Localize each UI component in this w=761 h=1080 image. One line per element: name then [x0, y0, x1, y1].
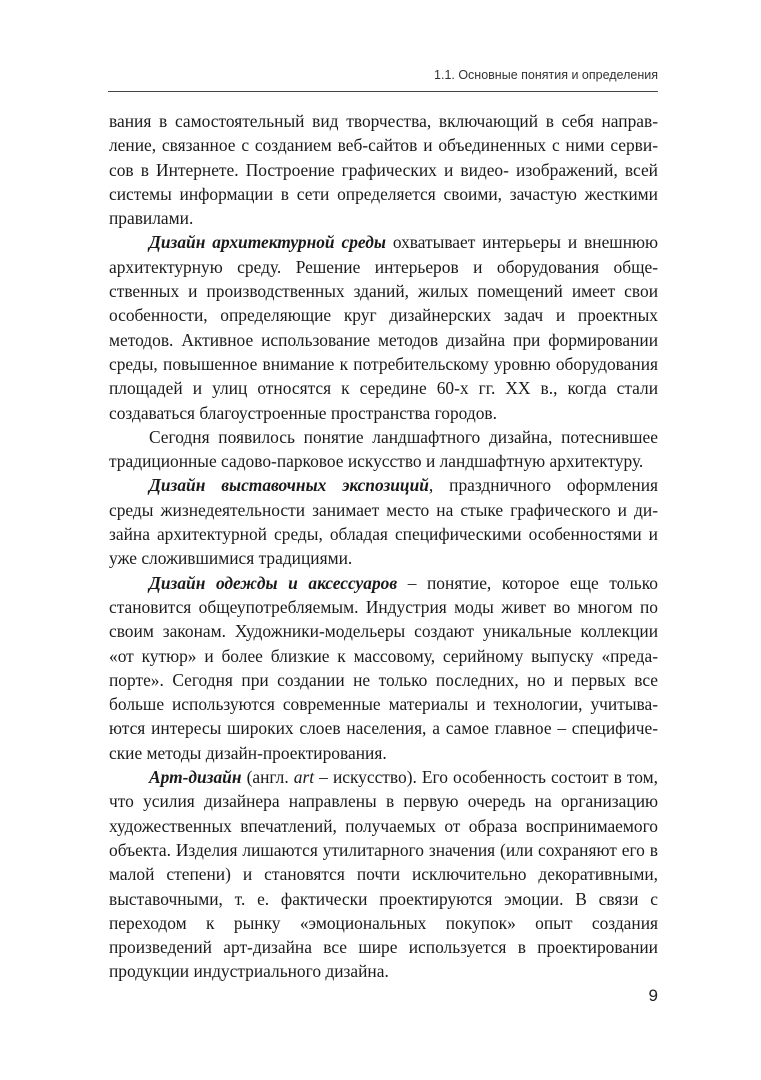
- paragraph-art-text: – искусство). Его особенность состоит в том, что усилия дизайнера направлены в первую очередь на организацию художественных впечатлений, получаемых от образа воспринимаемого объекта. Изделия лишаются утилитарного значения (или сохраняют его в малой степени) и становятся почти исключительно декоративными, выставочными, т. е. фактически проектируются эмоции. В связи с переходом к рынку «эмоциональных покупок» опыт создания произведений арт-дизайна все шире используется в проектировании продукции индустриального дизайна.: [109, 767, 658, 982]
- term-art-design: Арт-дизайн: [149, 767, 242, 788]
- term-exhibition-design: Дизайн выставочных экспозиций: [149, 475, 429, 496]
- header-rule: [108, 91, 658, 92]
- paragraph-exhibition-design: [109, 473, 658, 570]
- running-head: 1.1. Основные понятия и определения: [434, 68, 658, 82]
- term-architecture-design: Дизайн архитектурной среды: [149, 232, 386, 253]
- paragraph-art-pre: (англ.: [241, 767, 294, 788]
- body-text: [109, 109, 658, 984]
- italic-art-word: art: [293, 767, 315, 788]
- term-fashion-design: Дизайн одежды и аксессуаров: [149, 572, 398, 593]
- paragraph-landscape-design: Сегодня появилось понятие ландшафтного дизайна, потеснившее традиционные садово-парковое искусство и ландшафтную архитектуру.: [109, 426, 658, 472]
- paragraph-exhibition-text: , праздничного оформления среды жизнедеятельности занимает место на стыке графического и дизайна архитектурной среды, обладая специфическими особенностями и уже сложившимися традициями.: [109, 475, 659, 569]
- paragraph-continuation: вания в самостоятельный вид творчества, включающий в себя направление, связанное с созданием веб-сайтов и объединенных с ними сервисов в Интернете. Построение графических и видео- изображений, всей системы информации в сети определяется своими, зачастую жесткими правилами.: [109, 111, 658, 229]
- paragraph-fashion-text: – понятие, которое еще только становится общеупотребляемым. Индустрия моды живет во многом по своим законам. Художники-модельеры создают уникальные коллекции «от кутюр» и более близкие к массовому, серийному выпуску «преда-порте». Сегодня при создании не только последних, но и первых все больше используются современные материалы и технологии, учитываются интересы широких слоев населения, а самое главное – специфические методы дизайн-проектирования.: [109, 572, 658, 763]
- paragraph-art-design: [109, 765, 658, 984]
- paragraph-fashion-design: [109, 571, 658, 765]
- paragraph-architecture-text: охватывает интерьеры и внешнюю архитектурную среду. Решение интерьеров и оборудования общественных и производственных зданий, жилых помещений имеет свои особенности, определяющие круг дизайнерских задач и проектных методов. Активное использование методов дизайна при формировании среды, повышенное внимание к потребительскому уровню оборудования площадей и улиц относятся к середине 60-х гг. XX в., когда стали создаваться благоустроенные пространства городов.: [109, 232, 658, 423]
- paragraph-architecture-design: [109, 230, 658, 424]
- page-number: 9: [648, 986, 658, 1005]
